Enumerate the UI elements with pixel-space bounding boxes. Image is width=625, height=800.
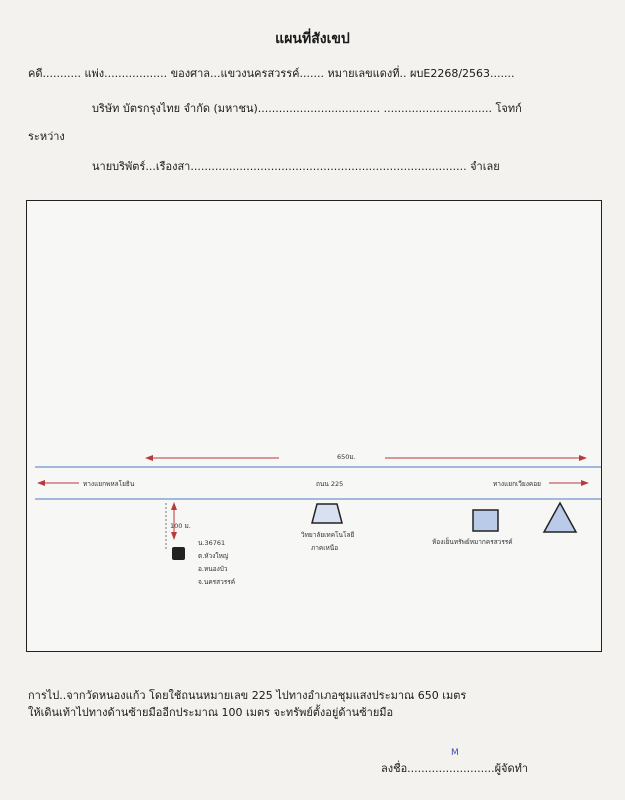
sketch-map [27,201,601,651]
address-line-3: อ.หนองบัว [198,565,228,573]
address-line-4: จ.นครสวรรค์ [198,578,236,586]
arrowhead-right-icon [579,455,587,461]
college-landmark-icon [312,504,342,523]
case-info-line: คดี........... แพ่ง.................. ของศาล...แขวงนครสวรรค์....... หมายเลขแดงที่.. ผบE2268/2563....... [28,67,515,80]
directions-text [28,687,466,721]
road-right-label: ทางแยกเวียงคอย [493,480,541,488]
signature-mark: M [451,748,459,758]
document-title: แผนที่สังเขป [275,31,350,47]
plaintiff-line: บริษัท บัตรกรุงไทย จำกัด (มหาชน)................................... ............................... โจทก์ [92,102,522,115]
distance-top-label: 650ม. [337,453,356,461]
road-arrowhead-left-icon [37,480,45,486]
address-line-1: น.36761 [198,539,226,547]
vertical-arrowhead-down-icon [171,532,177,540]
road-center-label: ถนน 225 [316,480,344,488]
directions-line-1: การไป..จากวัดหนองแก้ว โดยใช้ถนนหมายเลข 225 ไปทางอำเภอชุมแสงประมาณ 650 เมตร [28,689,467,702]
road-arrowhead-right-icon [581,480,589,486]
property-marker-icon [172,547,185,560]
landmark-1-label-line2: ภาคเหนือ [311,544,339,552]
landmark-1-label-line1: วิทยาลัยเทคโนโลยี [301,531,355,539]
between-label: ระหว่าง [28,130,65,143]
address-line-2: ต.หัวงใหญ่ [198,552,229,560]
distance-side-label: 100 ม. [170,522,191,530]
landmark-2-label: ห้องเย็นทรัพย์หมากครสวรรค์ [432,538,513,546]
cold-storage-landmark-icon [473,510,498,531]
signature-line: ลงชื่อ.........................ผู้จัดทำ [381,762,529,775]
defendant-line: นายบริพัตร์...เรืองสา............................................................................... จำเลย [92,160,500,173]
map-frame [26,200,602,652]
directions-line-2: ให้เดินเท้าไปทางด้านซ้ายมืออีกประมาณ 100 เมตร จะทรัพย์ตั้งอยู่ด้านซ้ายมือ [28,706,394,719]
vertical-arrowhead-up-icon [171,502,177,510]
arrowhead-left-icon [145,455,153,461]
triangle-landmark-icon [544,503,576,532]
road-left-label: ทางแยกพหลโยธิน [83,480,135,488]
